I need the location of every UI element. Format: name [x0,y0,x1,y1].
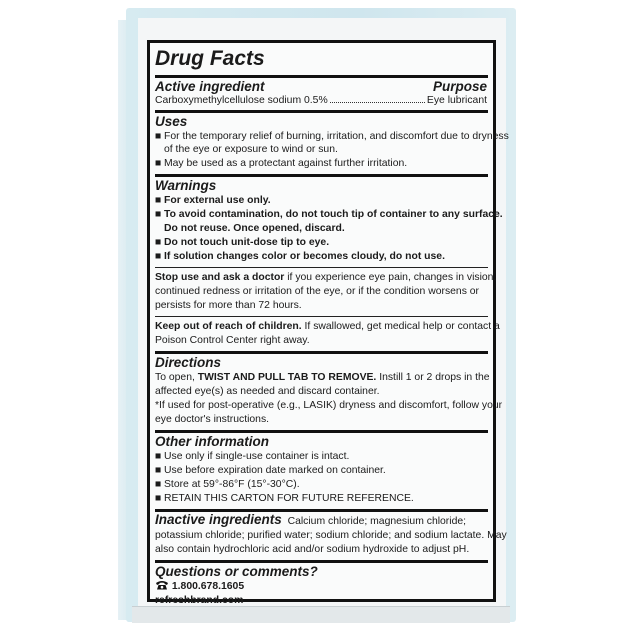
other-information-heading: Other information [155,434,269,449]
divider [155,174,488,177]
drug-facts-title: Drug Facts [155,47,265,70]
bullet-icon: ■ [155,465,162,476]
stop-use-text: persists for more than 72 hours. [155,300,302,311]
children-warning: Keep out of reach of children. If swallowed, get medical help or contact a [155,321,500,332]
other-info-item: ■ RETAIN THIS CARTON FOR FUTURE REFERENCE. [155,493,414,504]
divider [155,351,488,354]
uses-heading: Uses [155,114,188,129]
leader-dots [330,102,425,103]
other-info-item: ■ Use before expiration date marked on container. [155,465,386,476]
other-info-item: ■ Store at 59°-86°F (15°-30°C). [155,479,300,490]
drug-facts-panel [147,40,509,606]
divider [155,316,488,317]
bullet-icon: ■ [155,209,162,220]
divider [155,75,488,78]
bullet-icon: ■ [155,479,162,490]
directions-heading: Directions [155,355,222,370]
inactive-ingredients-heading: Inactive ingredients [155,512,282,527]
warnings-item: ■ For external use only. [155,195,271,206]
warnings-item: ■ Do not touch unit-dose tip to eye. [155,237,330,248]
active-ingredient-line [155,94,487,108]
carton-bottom-edge [132,606,510,623]
bullet-icon: ■ [155,131,162,142]
bullet-icon: ■ [155,493,162,504]
directions-text: eye doctor's instructions. [155,414,270,425]
bullet-icon: ■ [155,251,162,262]
inactive-ingredients-text: potassium chloride; purified water; sodium chloride; and sodium lactate. May [155,530,507,541]
purpose-value: Eye lubricant [426,95,487,106]
bullet-icon: ■ [155,237,162,248]
directions-text: To open, TWIST AND PULL TAB TO REMOVE. Instill 1 or 2 drops in the [155,372,490,383]
divider [155,267,488,268]
phone-line: 1.800.678.1605 [155,580,487,594]
warnings-item-cont: Do not reuse. Once opened, discard. [164,223,345,234]
website-text: refreshbrand.com [155,595,244,606]
directions-text: *If used for post-operative (e.g., LASIK) dryness and discomfort, follow your [155,400,503,411]
bullet-icon: ■ [155,195,162,206]
warnings-item: ■ To avoid contamination, do not touch tip of container to any surface. [155,209,503,220]
divider [155,560,488,563]
other-info-item: ■ Use only if single-use container is intact. [155,451,350,462]
questions-heading: Questions or comments? [155,564,318,579]
children-warning: Poison Control Center right away. [155,335,310,346]
purpose-heading: Purpose [432,79,487,94]
stop-use-text: continued redness or irritation of the eye, or if the condition worsens or [155,286,480,297]
phone-icon [155,580,169,590]
divider [155,110,488,113]
active-ingredient-value: Carboxymethylcellulose sodium 0.5% [155,95,328,106]
uses-item: ■ For the temporary relief of burning, irritation, and discomfort due to dryness [155,131,509,142]
warnings-item: ■ If solution changes color or becomes cloudy, do not use. [155,251,445,262]
warnings-heading: Warnings [155,178,217,193]
inactive-ingredients-text: also contain hydrochloric acid and/or sodium hydroxide to adjust pH. [155,544,470,555]
divider [155,430,488,433]
uses-item: ■ May be used as a protectant against further irritation. [155,158,408,169]
bullet-icon: ■ [155,158,162,169]
directions-text: affected eye(s) as needed and discard container. [155,386,380,397]
active-ingredient-heading: Active ingredient [155,79,265,94]
stop-use-text: Stop use and ask a doctor if you experience eye pain, changes in vision, [155,272,497,283]
bullet-icon: ■ [155,451,162,462]
uses-item-cont: of the eye or exposure to wind or sun. [164,144,338,155]
inactive-ingredients-line: Inactive ingredients Calcium chloride; magnesium chloride; [155,512,467,527]
